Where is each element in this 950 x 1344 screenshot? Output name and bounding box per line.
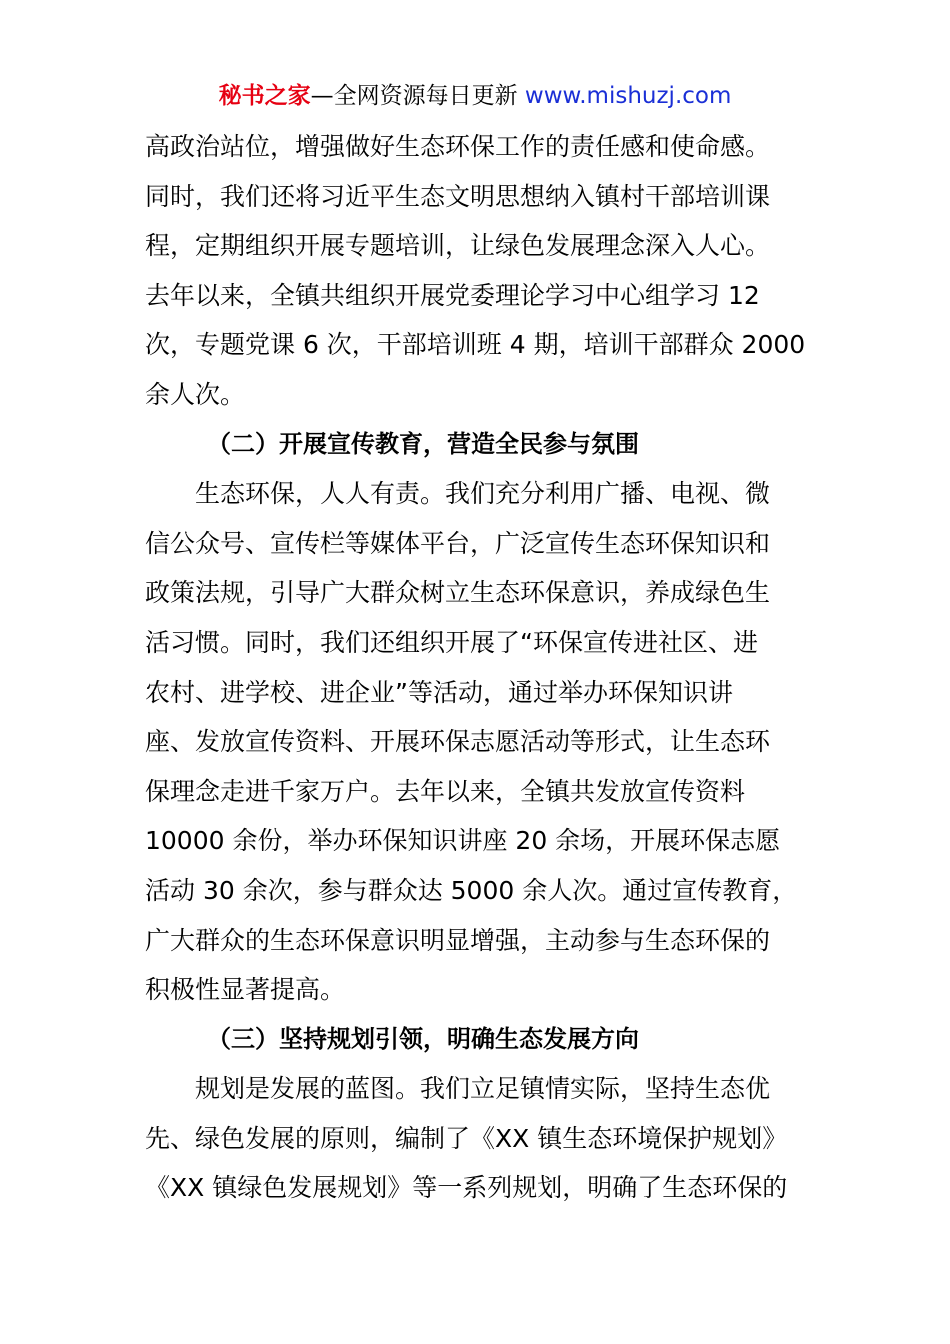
text-line: 高政治站位，增强做好生态环保工作的责任感和使命感。 (145, 132, 771, 161)
text-line: 10000 余份，举办环保知识讲座 20 余场，开展环保志愿 (145, 826, 781, 856)
text-line: 活动 30 余次，参与群众达 5000 余人次。通过宣传教育， (145, 875, 798, 905)
text-line: 先、绿色发展的原则，编制了《XX 镇生态环境保护规划》 (145, 1123, 788, 1153)
text-line: 活习惯。同时，我们还组织开展了“环保宣传进社区、进 (145, 627, 758, 657)
text-line: 广大群众的生态环保意识明显增强，主动参与生态环保的 (145, 925, 771, 955)
paragraph-start: 规划是发展的蓝图。我们立足镇情实际，坚持生态优 (195, 1074, 771, 1104)
text-line: 积极性显著提高。 (145, 975, 346, 1005)
text-line: 信公众号、宣传栏等媒体平台，广泛宣传生态环保知识和 (145, 528, 771, 558)
site-tagline: —全网资源每日更新 (310, 83, 518, 109)
text-line: 座、发放宣传资料、开展环保志愿活动等形式，让生态环 (145, 727, 771, 757)
text-line: 次，专题党课 6 次，干部培训班 4 期，培训干部群众 2000 (145, 330, 806, 360)
text-line: 程，定期组织开展专题培训，让绿色发展理念深入人心。 (145, 231, 771, 261)
site-url[interactable]: www.mishuzj.com (524, 83, 732, 109)
site-header (0, 80, 950, 112)
paragraph-start: 生态环保，人人有责。我们充分利用广播、电视、微 (195, 479, 771, 509)
text-line: 保理念走进千家万户。去年以来，全镇共发放宣传资料 (145, 776, 746, 806)
section-heading: （三）坚持规划引领，明确生态发展方向 (207, 1024, 639, 1053)
text-line: 去年以来，全镇共组织开展党委理论学习中心组学习 12 (145, 280, 760, 310)
text-line: 农村、进学校、进企业”等活动，通过举办环保知识讲 (145, 677, 733, 707)
site-brand: 秘书之家 (218, 83, 311, 109)
document-body (145, 122, 815, 1213)
text-line: 《XX 镇绿色发展规划》等一系列规划，明确了生态环保的 (145, 1173, 788, 1203)
section-heading: （二）开展宣传教育，营造全民参与氛围 (207, 429, 639, 458)
text-line: 余人次。 (145, 379, 246, 409)
text-line: 同时，我们还将习近平生态文明思想纳入镇村干部培训课 (145, 181, 771, 211)
text-line: 政策法规，引导广大群众树立生态环保意识，养成绿色生 (145, 578, 771, 608)
